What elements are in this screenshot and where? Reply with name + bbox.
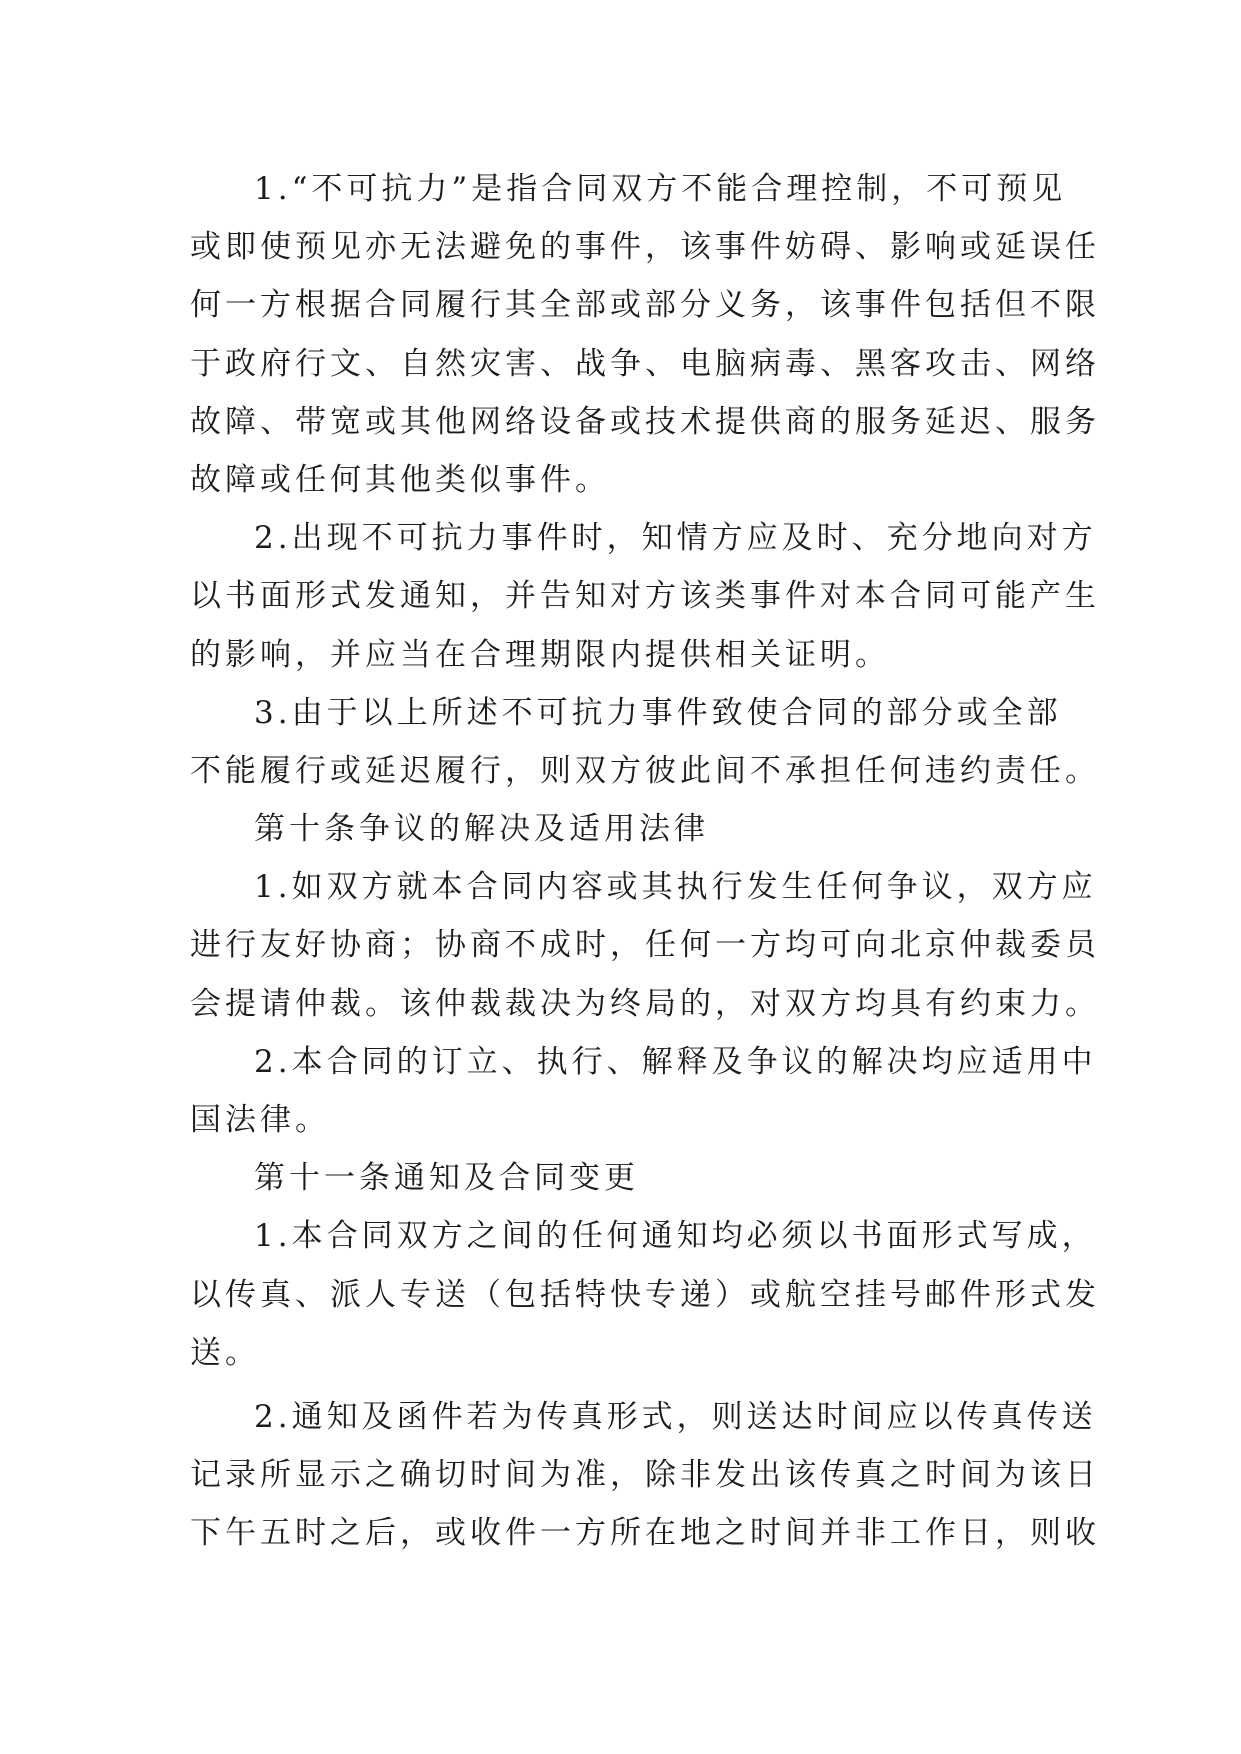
paragraph-line: 故障、带宽或其他网络设备或技术提供商的服务延迟、服务 [190, 403, 1100, 440]
paragraph-line: 2.通知及函件若为传真形式，则送达时间应以传真传送 [254, 1398, 1097, 1435]
section-heading: 第十条争议的解决及适用法律 [254, 811, 709, 848]
paragraph-line: 进行友好协商；协商不成时，任何一方均可向北京仲裁委员 [190, 927, 1100, 964]
paragraph-line: 3.由于以上所述不可抗力事件致使合同的部分或全部 [254, 694, 1062, 731]
paragraph-line: 送。 [190, 1334, 260, 1371]
paragraph-line: 1.如双方就本合同内容或其执行发生任何争议，双方应 [254, 869, 1097, 906]
paragraph-line: 2.本合同的订立、执行、解释及争议的解决均应适用中 [254, 1043, 1097, 1080]
paragraph-line: 1.“不可抗力”是指合同双方不能合理控制，不可预见 [254, 171, 1067, 207]
paragraph-line: 或即使预见亦无法避免的事件，该事件妨碍、影响或延误任 [190, 229, 1100, 266]
paragraph-line: 的影响，并应当在合理期限内提供相关证明。 [190, 636, 890, 673]
paragraph-line: 2.出现不可抗力事件时，知情方应及时、充分地向对方 [254, 520, 1097, 557]
paragraph-line: 以传真、派人专送（包括特快专递）或航空挂号邮件形式发 [190, 1276, 1100, 1313]
paragraph-line: 国法律。 [190, 1102, 330, 1138]
paragraph-line: 故障或任何其他类似事件。 [190, 461, 610, 498]
paragraph-line: 以书面形式发通知，并告知对方该类事件对本合同可能产生 [190, 578, 1100, 615]
document-body [190, 160, 1100, 1563]
paragraph-line: 于政府行文、自然灾害、战争、电脑病毒、黑客攻击、网络 [190, 345, 1100, 382]
paragraph-line: 不能履行或延迟履行，则双方彼此间不承担任何违约责任。 [190, 752, 1100, 789]
paragraph-line: 会提请仲裁。该仲裁裁决为终局的，对双方均具有约束力。 [190, 985, 1100, 1022]
paragraph-line: 记录所显示之确切时间为准，除非发出该传真之时间为该日 [190, 1457, 1100, 1494]
paragraph-line: 何一方根据合同履行其全部或部分义务，该事件包括但不限 [190, 287, 1100, 324]
section-heading: 第十一条通知及合同变更 [254, 1160, 639, 1197]
paragraph-line: 1.本合同双方之间的任何通知均必须以书面形式写成， [254, 1218, 1097, 1255]
paragraph-line: 下午五时之后，或收件一方所在地之时间并非工作日，则收 [190, 1515, 1100, 1552]
